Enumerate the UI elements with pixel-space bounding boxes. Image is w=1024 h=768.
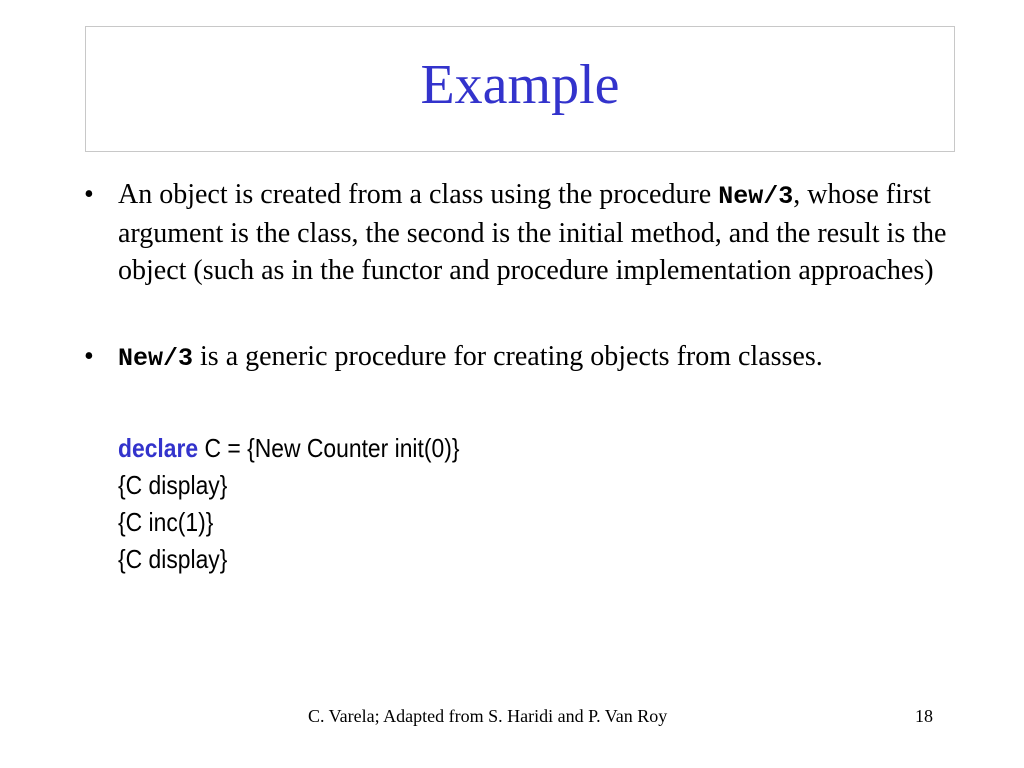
code-line-2: {C display} — [118, 470, 228, 500]
bullet-1-suffix: , whose first argument is the class, the second is the initial method, and the result is the object (such as in the functor and procedure implementation approaches) — [118, 179, 947, 286]
bullet-2-code: New/3 — [118, 344, 194, 373]
code-keyword-declare: declare — [118, 433, 199, 463]
code-line-4: {C display} — [118, 544, 228, 574]
bullet-1-prefix: An object is created from a class using the procedure — [118, 179, 719, 210]
code-block — [118, 430, 459, 578]
bullet-text-2 — [118, 338, 948, 377]
footer-credit: C. Varela; Adapted from S. Haridi and P. Van Roy — [308, 706, 668, 726]
code-line-1 — [118, 430, 459, 467]
title-box — [85, 26, 955, 152]
bullet-marker-2: • — [84, 341, 94, 372]
bullet-1-code: New/3 — [718, 182, 794, 211]
code-line-1-rest: C = {New Counter init(0)} — [198, 433, 460, 463]
bullet-2-suffix: is a generic procedure for creating objects from classes. — [193, 341, 823, 372]
code-line-3: {C inc(1)} — [118, 507, 214, 537]
bullet-text-1 — [118, 176, 948, 289]
footer-page-number: 18 — [915, 706, 933, 726]
bullet-marker-1: • — [84, 179, 94, 210]
slide-title: Example — [420, 54, 620, 116]
